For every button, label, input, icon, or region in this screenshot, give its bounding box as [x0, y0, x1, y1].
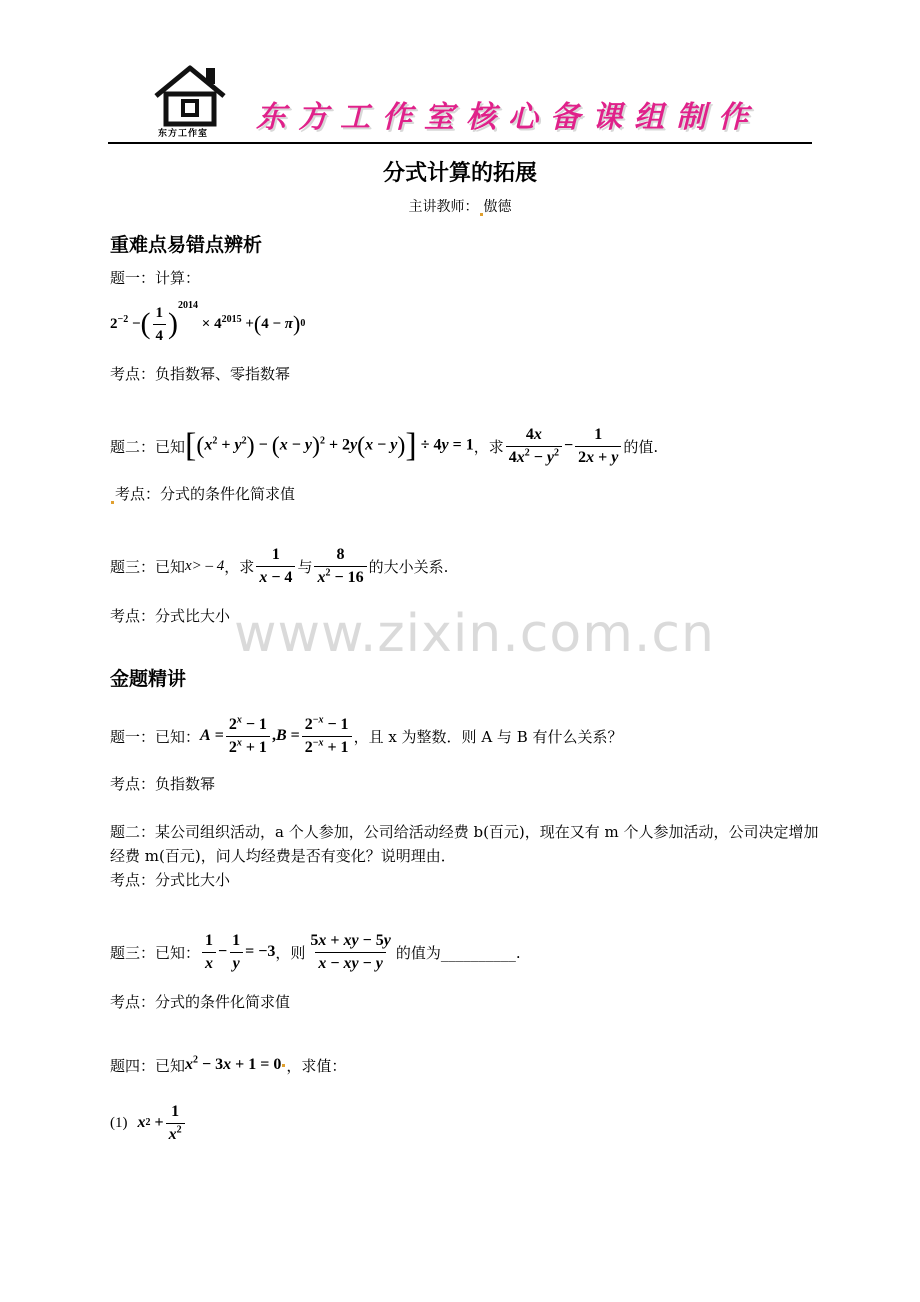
s2-q2-text: 题二：某公司组织活动，a 个人参加，公司给活动经费 b(百元)，现在又有 m 个人参加活动，公司决定增加经费 m(百元)，问人均经费是否有变化？说明理由．	[110, 823, 819, 865]
s2-q4-sub1-label: (1)	[110, 1114, 128, 1131]
banner-title: 东方工作室核心备课组制作	[256, 100, 760, 135]
s2-q2-kaodian: 考点：分式比大小	[110, 871, 231, 889]
s2-q1-kaodian: 考点：负指数幂	[110, 775, 216, 793]
s2-q1-label: 题一：已知：	[110, 727, 201, 746]
s1-q2-label: 题二：已知	[110, 437, 186, 456]
s2-q1-formula: A = $\frac{2^x - 1}{2^x + 1}$ , B = $\frac{2^{-x} - 1}{2^{-x} + 1}$	[200, 714, 354, 759]
s1-q3-frac-b: $\frac{8}{x^2 - 16}$	[314, 544, 366, 589]
page-title: 分式计算的拓展	[382, 161, 537, 186]
teacher-line	[0, 196, 920, 216]
s2-q1-row	[110, 710, 623, 762]
s1-q3-row	[110, 540, 448, 592]
teacher-label: 主讲教师：	[408, 199, 479, 215]
watermark: www.zixin.com.cn	[234, 604, 715, 664]
house-logo-icon	[152, 64, 232, 132]
s1-q2-kaodian: 考点：分式的条件化简求值	[110, 484, 295, 504]
s1-q3-kaodian: 考点：分式比大小	[110, 607, 231, 625]
s1-q2-end: 的值.	[623, 437, 659, 456]
s1-q3-and: 与	[297, 557, 313, 576]
s1-q3-label: 题三：已知	[110, 557, 186, 576]
s1-q2-row	[110, 420, 658, 472]
s2-q3-label: 题三：已知：	[110, 943, 201, 962]
s2-q3-expression: $\frac{5x + xy - 5y}{x - xy - y}$	[307, 930, 393, 975]
section2-heading: 金题精讲	[110, 668, 187, 690]
header	[108, 62, 812, 146]
s2-q4-label: 题四：已知	[110, 1056, 186, 1075]
s2-q3-kaodian: 考点：分式的条件化简求值	[110, 993, 291, 1011]
s2-q4-sub1-row	[110, 1098, 187, 1148]
header-rule	[108, 142, 812, 144]
mark-dot	[282, 1064, 285, 1067]
s1-q3-condition: x> – 4	[185, 557, 225, 574]
s2-q4-condition: $x^2 - 3x + 1 = 0$	[185, 1054, 282, 1073]
s1-q3-frac-a: $\frac{1}{x - 4}$	[256, 544, 295, 589]
s1-q2-ask: ，求	[473, 437, 504, 456]
s2-q3-row	[110, 926, 521, 978]
s2-q4-ask: ，求值：	[286, 1056, 347, 1075]
mark-dot	[111, 501, 114, 504]
s1-q3-ask: ，求	[224, 557, 255, 576]
s2-q4-sub1-expression: x 2 + $\frac{1}{x^2}$	[138, 1101, 187, 1146]
s2-q3-condition: $\frac{1}{x}$ − $\frac{1}{y}$ = −3	[200, 930, 275, 975]
s1-q1-kaodian: 考点：负指数幂、零指数幂	[110, 365, 291, 383]
s2-q3-then: ，则	[275, 943, 306, 962]
s1-q2-expression: $\frac{4x}{4x^2 - y^2}$ − $\frac{1}{2x + y}$	[504, 424, 624, 469]
s1-q1-formula: $2^{-2}$ − ( $\frac{1}{4}$ ) $^{2014}$ × $4^{2015}$ + ( 4 − π ) 0	[110, 296, 305, 352]
logo-caption: 东方工作室	[158, 129, 209, 139]
s2-q4-row	[110, 1052, 346, 1078]
s1-q1-label: 题一：计算：	[110, 269, 201, 287]
section1-heading: 重难点易错点辨析	[110, 234, 263, 256]
s1-q2-condition: $[(x^2 + y^2) - (x - y)^2 + 2y(x - y)] \div 4y = 1$	[185, 427, 474, 464]
s2-q3-end: 的值为__________.	[395, 943, 521, 962]
s2-q1-tail: ，且 x 为整数．则 A 与 B 有什么关系？	[353, 727, 623, 746]
s1-q3-end: 的大小关系.	[368, 557, 449, 576]
mark-dot	[480, 213, 483, 216]
teacher-name: 傲德	[483, 199, 512, 215]
